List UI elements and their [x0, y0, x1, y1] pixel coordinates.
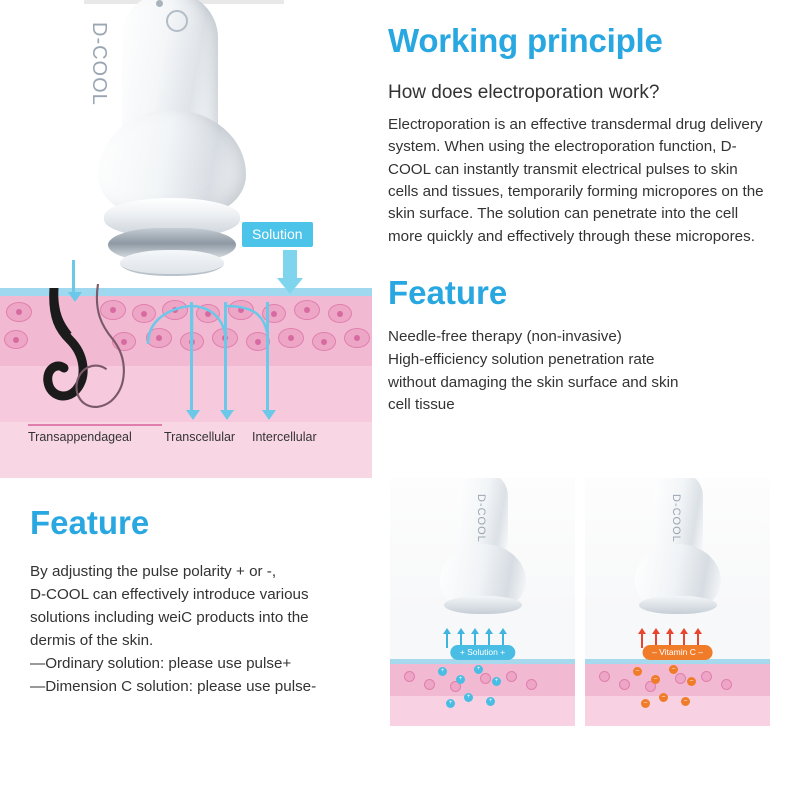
- device-indicator-dot: [156, 0, 163, 7]
- working-principle-question: How does electroporation work?: [388, 82, 660, 103]
- photo-ion: –: [641, 699, 650, 708]
- photo-subcutaneous: [585, 696, 770, 726]
- photo-skin-cell: [404, 671, 415, 682]
- path-curve-lines: [140, 298, 280, 346]
- photo-skin-cell: [424, 679, 435, 690]
- photo-panel-vitamin-c: [585, 478, 770, 726]
- demo-photo-panels: [390, 478, 770, 726]
- skin-cell: [6, 302, 32, 322]
- path-arrow-transappendageal: [72, 260, 75, 294]
- photo-ion: +: [486, 697, 495, 706]
- follicle-outline: [62, 284, 134, 412]
- feature-left-block: [30, 504, 378, 699]
- path-arrow-head-intercellular-b: [262, 410, 276, 420]
- solution-arrow-head: [277, 278, 303, 294]
- device-button-circle[interactable]: [166, 10, 188, 32]
- photo-device-ring: [444, 596, 522, 614]
- photo-pulse-arrow-head: [652, 628, 660, 634]
- photo-pulse-arrow-head: [680, 628, 688, 634]
- feature-left-line: D-COOL can effectively introduce various: [30, 586, 309, 604]
- label-intercellular: Intercellular: [252, 430, 317, 444]
- feature-right-title: Feature: [388, 274, 508, 312]
- skin-cell: [344, 328, 370, 348]
- photo-ion: +: [438, 667, 447, 676]
- photo-ion: –: [681, 697, 690, 706]
- path-arrow-head-transcellular: [186, 410, 200, 420]
- solution-arrow-shaft: [283, 250, 297, 280]
- photo-ion: +: [464, 693, 473, 702]
- photo-pulse-arrow-head: [694, 628, 702, 634]
- photo-solution-badge: + Solution +: [450, 645, 515, 660]
- label-transcellular: Transcellular: [164, 430, 236, 444]
- photo-ion: +: [446, 699, 455, 708]
- photo-skin-cell: [526, 679, 537, 690]
- photo-subcutaneous: [390, 696, 575, 726]
- photo-pulse-arrow-head: [485, 628, 493, 634]
- skin-cell: [312, 332, 336, 351]
- photo-panel-solution: [390, 478, 575, 726]
- photo-skin-cell: [506, 671, 517, 682]
- photo-vitamin-badge: – Vitamin C –: [642, 645, 713, 660]
- photo-pulse-arrow: [641, 632, 643, 648]
- photo-skin-cell: [721, 679, 732, 690]
- photo-pulse-arrow-head: [499, 628, 507, 634]
- path-arrow-head-intercellular-a: [220, 410, 234, 420]
- device-logo-text: D‐COOL: [88, 22, 110, 106]
- photo-ion: +: [456, 675, 465, 684]
- feature-right-line: without damaging the skin surface and skin: [388, 373, 679, 391]
- photo-ion: –: [633, 667, 642, 676]
- photo-device-logo: D‐COOL: [669, 494, 682, 543]
- photo-skin-cell: [675, 673, 686, 684]
- photo-pulse-arrow-head: [471, 628, 479, 634]
- photo-pulse-arrow-head: [443, 628, 451, 634]
- right-text-column: [388, 22, 768, 417]
- feature-right-line: Needle-free therapy (non-invasive): [388, 328, 622, 346]
- photo-pulse-arrow-head: [666, 628, 674, 634]
- photo-ion: –: [659, 693, 668, 702]
- device-tip: [120, 250, 224, 276]
- photo-pulse-arrow-head: [638, 628, 646, 634]
- skin-cell: [294, 300, 320, 320]
- photo-device-logo: D‐COOL: [474, 494, 487, 543]
- label-transappendageal: Transappendageal: [28, 430, 132, 444]
- photo-skin-cell: [701, 671, 712, 682]
- photo-skin-cell: [599, 671, 610, 682]
- feature-left-line: dermis of the skin.: [30, 632, 154, 650]
- feature-left-lines: [30, 560, 378, 699]
- solution-label: Solution: [242, 222, 313, 247]
- photo-skin-cell: [619, 679, 630, 690]
- feature-left-line: solutions including weiC products into the: [30, 609, 309, 627]
- feature-right-lines: [388, 326, 768, 417]
- photo-ion: –: [669, 665, 678, 674]
- photo-ion: –: [687, 677, 696, 686]
- dcool-device-illustration: [86, 0, 258, 298]
- photo-device-ring: [639, 596, 717, 614]
- photo-ion: +: [474, 665, 483, 674]
- feature-right-line: High-efficiency solution penetration rate: [388, 350, 655, 368]
- electroporation-diagram: [0, 0, 372, 478]
- skin-cell: [328, 304, 352, 323]
- working-principle-body: Electroporation is an effective transdermal drug delivery system. When using the electroporation function, D-COOL can instantly transmit electrical pulses to skin cells and tissues, temporarily forming micropores on the skin surface. The solution can penetrate into the cell more quickly and effectively through these micropores.: [388, 116, 764, 245]
- skin-cell: [278, 328, 304, 348]
- feature-left-line: By adjusting the pulse polarity + or -,: [30, 563, 277, 580]
- feature-left-line: —Ordinary solution: please use pulse+: [30, 655, 292, 673]
- photo-pulse-arrow: [446, 632, 448, 648]
- feature-left-title: Feature: [30, 504, 150, 541]
- skin-cell: [4, 330, 28, 349]
- transappendageal-underline: [28, 424, 162, 426]
- path-arrow-head-transappendageal: [68, 292, 82, 302]
- photo-ion: –: [651, 675, 660, 684]
- feature-left-line: —Dimension C solution: please use pulse-: [30, 678, 317, 696]
- working-principle-title: Working principle: [388, 22, 663, 59]
- photo-pulse-arrow-head: [457, 628, 465, 634]
- feature-right-line: cell tissue: [388, 396, 455, 414]
- photo-skin-cell: [480, 673, 491, 684]
- photo-ion: +: [492, 677, 501, 686]
